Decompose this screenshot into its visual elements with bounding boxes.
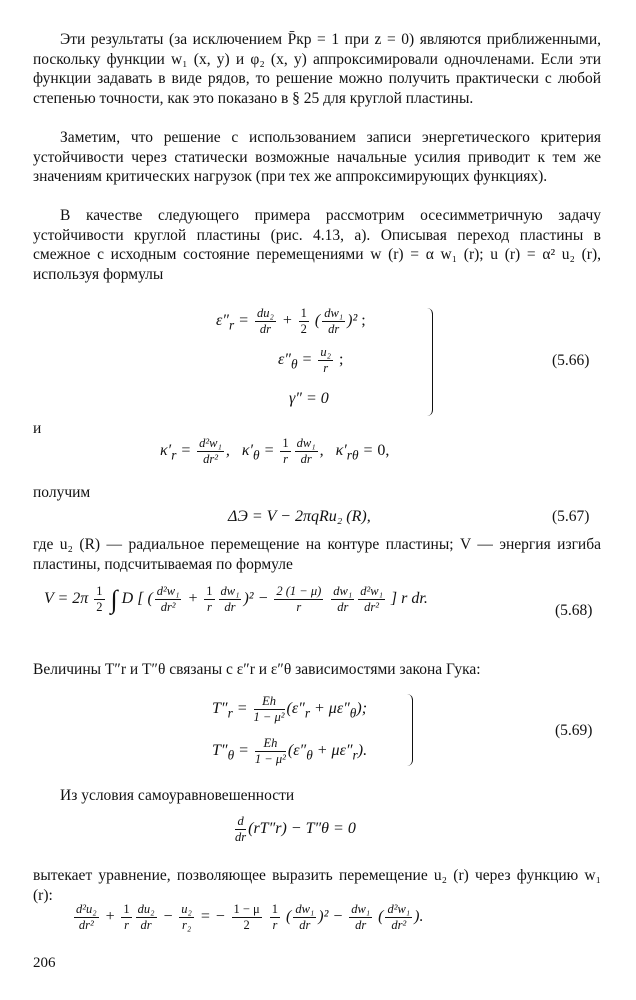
paragraph-follows: вытекает уравнение, позволяющее выразить перемещение u₂ (r) через функцию w₁ (r): xyxy=(33,867,601,904)
equation-568: V = 2π $\frac{1}{2}$ ∫ D [ ( $\frac{\text{d²w₁}}{\text{dr²}}$ + $\frac{1}{r}$ $\frac{\text{dw₁}}{dr}$ )² − $\frac{2 (1 - \mu)}{r}$ $\frac{\text{dw₁}}{dr}$ $\frac{\text{d²w₁}}{\text{dr²}}$ ] r dr. xyxy=(44,584,428,614)
paragraph-remark: Заметим, что решение с использованием записи энергетического критерия устойчивости через статически возможные начальные усилия приводит к тем же значениям критических нагрузок (при тех же аппроксимирующих функциях). xyxy=(33,129,601,186)
equation-self-equilibrium: $\frac{d}{dr}$ (rT″r) − T″θ = 0 xyxy=(235,814,356,844)
equation-number-569: (5.69) xyxy=(555,722,593,739)
equation-brace-569 xyxy=(404,694,413,766)
equation-T-theta: $T''_\theta$ = $\frac{Eh}{\text{1 − μ²}}$ $(\varepsilon''_\theta + \mu\varepsilon''_r)$. xyxy=(212,736,368,766)
equation-T-r: $T''_r$ = $\frac{Eh}{\text{1 − μ²}}$ $(\varepsilon''_r + \mu\varepsilon''_\theta)$; xyxy=(212,694,368,724)
equation-brace xyxy=(424,308,433,416)
page-number: 206 xyxy=(33,955,56,971)
equation-number-566: (5.66) xyxy=(552,352,590,369)
paragraph-self-equilibrium: Из условия самоуравновешенности xyxy=(60,787,295,804)
paragraph-next-example: В качестве следующего примера рассмотрим осесимметричную задачу устойчивости круглой пластины (рис. 4.13, а). Описывая переход пластины в смежное с исходным состояние перемещениями w (r) = α w₁ (r); u (r) = α² u₂ (r), используя формулы xyxy=(33,207,601,283)
equation-epsilon-r: $\varepsilon''_r$ = $\frac{\text{du₂}}{dr}$ + $\frac{1}{2}$ ( $\frac{\text{dw₁}}{dr}$ )² ; xyxy=(216,306,366,336)
equation-gamma: γ″ = 0 xyxy=(289,390,329,407)
equation-number-568: (5.68) xyxy=(555,602,593,619)
equation-final: $\frac{\text{d²u₂}}{\text{dr²}}$ + $\frac{1}{r}$ $\frac{\text{du₂}}{dr}$ − $\frac{\text{u₂}}{\text{r₂}}$ = − $\frac{1 - \mu}{2}$ $\frac{1}{r}$ ( $\frac{\text{dw₁}}{dr}$ )² − $\frac{\text{dw₁}}{dr}$ ( $\frac{\text{d²w₁}}{\text{dr²}}$ ). xyxy=(76,902,424,932)
equation-number-567: (5.67) xyxy=(552,508,590,525)
paragraph-where: где u₂ (R) — радиальное перемещение на контуре пластины; V — энергия изгиба пластины, подсчитываемая по формуле xyxy=(33,536,601,573)
paragraph-results: Эти результаты (за исключением P̄кр = 1 при z = 0) являются приближенными, поскольку функции w₁ (x, y) и φ₂ (x, y) аппроксимировали одночленами. Если эти функции задавать в виде рядов, то решение можно получить практически с любой степенью точности, как это показано в § 25 для круглой пластины. xyxy=(33,31,601,107)
self-eq-body: (rT″r) − T″θ = 0 xyxy=(248,820,356,838)
equation-curvatures: $\kappa'_r$ = $\frac{\text{d²w₁}}{\text{dr²}}$ , $\kappa'_\theta$ = $\frac{1}{r}$ $\frac{\text{dw₁}}{dr}$ , $\kappa'_{r\theta} = 0$, xyxy=(160,436,390,466)
paragraph-hooke: Величины T″r и T″θ связаны с ε″r и ε″θ зависимостями закона Гука: xyxy=(33,661,481,678)
equation-epsilon-theta: $\varepsilon''_\theta$ = $\frac{\text{u₂}}{r}$ ; xyxy=(278,345,344,375)
equation-567: ΔЭ = V − 2πqRu₂ (R), xyxy=(228,508,371,525)
word-received: получим xyxy=(33,484,91,501)
word-and: и xyxy=(33,420,42,437)
